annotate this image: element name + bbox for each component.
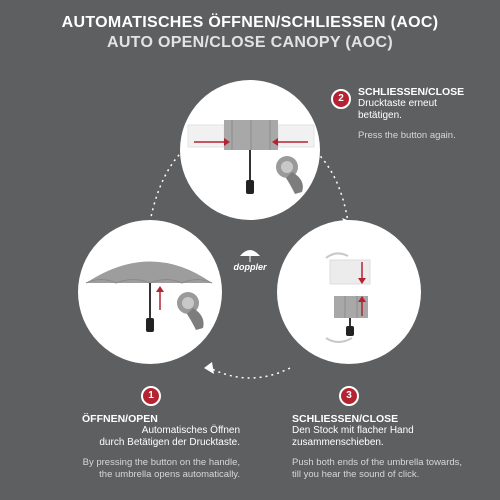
step-1-heading: ÖFFNEN/OPEN (82, 413, 158, 425)
step-2-heading: SCHLIESSEN/CLOSE (358, 86, 465, 98)
doppler-logo-text: doppler (233, 262, 267, 272)
doppler-logo-icon (240, 250, 260, 262)
step-1-text (60, 413, 240, 480)
step-2-text (358, 86, 498, 142)
arrow-path-3-to-1 (210, 368, 290, 378)
step-1-text-de-line-1: Automatisches Öffnen (141, 425, 240, 436)
step-3-text-de-line-2: zusammenschieben. (292, 437, 384, 448)
step-3-text (278, 413, 478, 480)
step-2-text-en (358, 130, 498, 142)
step-1-text-de-line-2: durch Betätigen der Drucktaste. (99, 437, 240, 448)
step-3-text-de-line-1: Den Stock mit flacher Hand (292, 425, 414, 436)
step-3-circle (277, 220, 421, 364)
step-1-text-de (60, 425, 240, 449)
title-german: AUTOMATISCHES ÖFFNEN/SCHLIESSEN (AOC) (61, 14, 439, 31)
step-2-text-de-line-1: Drucktaste erneut (358, 98, 437, 109)
step-1-text-en-line-2: the umbrella opens automatically. (99, 468, 240, 480)
step-3-badge: 3 (339, 386, 359, 406)
step-2-text-de (358, 98, 498, 122)
step-2-text-de-line-2: betätigen. (358, 110, 402, 121)
step-1-text-en (60, 457, 240, 480)
step-3-heading: SCHLIESSEN/CLOSE (292, 413, 399, 425)
step-1-text-en-line-1: By pressing the button on the handle, (82, 457, 240, 468)
step-3-text-en-line-2: till you hear the sound of click. (292, 468, 420, 480)
title-english: AUTO OPEN/CLOSE CANOPY (AOC) (106, 34, 394, 51)
step-2-text-en-line-1: Press the button again. (358, 130, 456, 141)
step-1-badge: 1 (141, 386, 161, 406)
arrow-head-3-to-1 (204, 362, 214, 374)
step-3-text-de (278, 425, 478, 449)
step-2-badge: 2 (331, 89, 351, 109)
step-3-text-en-line-1: Push both ends of the umbrella towards, (292, 457, 463, 468)
step-3-text-en (278, 457, 478, 480)
